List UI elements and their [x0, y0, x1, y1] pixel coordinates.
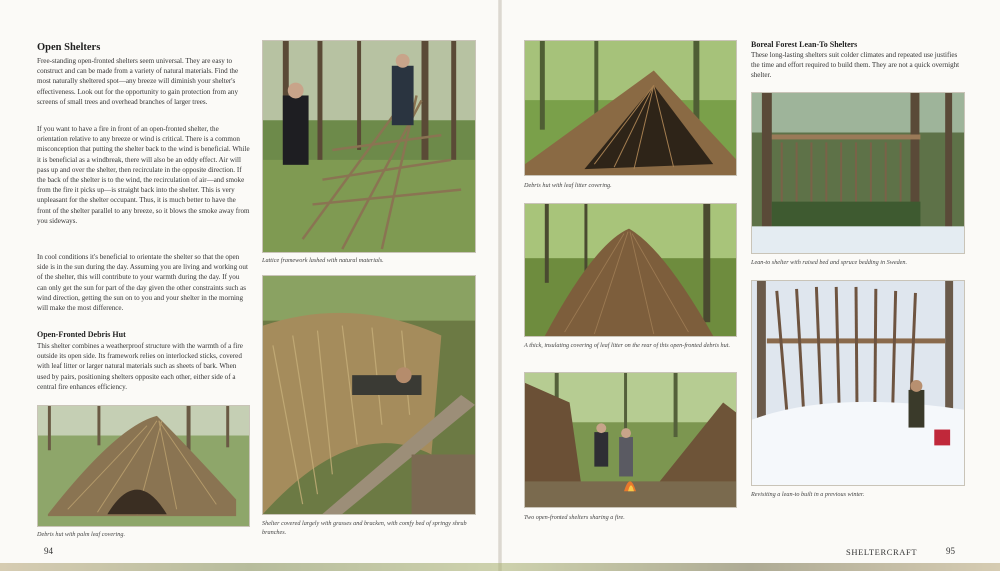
debris-hut-subheading: Open-Fronted Debris Hut — [37, 330, 126, 339]
paragraph-2: If you want to have a fire in front of an open-fronted shelter, the orientation relative to any breeze or wind is critical. There is a common misconception that putting the shelter back to the wind is beneficial. While it is beneficial as a windbreak, there will also be an eddy effect. Air will pass up and over the shelter, then recirculate in the opposite direction. If the back of the shelter is to the wind, the recirculation of air—and smoke from the fire it picks up—is straight back into the shelter. This is very unpleasant for the shelter occupant. Thus, it is much better to have the front of the shelter parallel to any breeze, so it blows the smoke away from you sideways. — [37, 125, 250, 225]
book-gutter — [498, 0, 502, 571]
page-number-left: 94 — [44, 546, 53, 556]
caption-grasses: Shelter covered largely with grasses and bracken, with comfy bed of springy shrub branches. — [262, 520, 467, 536]
photo-winter-lean-to — [751, 280, 965, 486]
photo-thick-covering-hut — [524, 203, 737, 337]
photo-sweden-lean-to — [751, 92, 965, 254]
photo-lattice-framework — [262, 40, 476, 253]
photo-two-shelters-fire — [524, 372, 737, 508]
caption-winter: Revisiting a lean-to built in a previous winter. — [751, 491, 865, 498]
caption-sweden: Lean-to shelter with raised bed and spruce bedding in Sweden. — [751, 259, 908, 266]
boreal-paragraph: These long-lasting shelters suit colder climates and repeated use justifies the time and effort required to build them. They are not a quick overnight shelter. — [751, 51, 960, 80]
caption-lattice: Lattice framework lashed with natural materials. — [262, 257, 384, 264]
page-edge-strip — [0, 563, 1000, 571]
photo-leaf-litter-hut — [524, 40, 737, 176]
caption-palm: Debris hut with palm leaf covering. — [37, 531, 125, 538]
debris-hut-paragraph: This shelter combines a weatherproof structure with the warmth of a fire outside its open side. Its framework relies on interlocked sticks, covered with leaf litter or larger natural materials such as sheets of bark. When used by pairs, positioning shelters opposite each other, either side of a central fire enhances efficiency. — [37, 342, 243, 391]
boreal-heading: Boreal Forest Lean-To Shelters — [751, 40, 858, 49]
photo-palm-debris-hut — [37, 405, 250, 527]
caption-two-shelters: Two open-fronted shelters sharing a fire. — [524, 514, 625, 521]
caption-leaf-litter: Debris hut with leaf litter covering. — [524, 182, 612, 189]
running-head: SHELTERCRAFT — [846, 547, 918, 557]
caption-thick: A thick, insulating covering of leaf litter on the rear of this open-fronted debris hut. — [524, 342, 730, 349]
section-heading: Open Shelters — [37, 42, 101, 53]
paragraph-3: In cool conditions it's beneficial to orientate the shelter so that the open side is in the sun during the day. Assuming you are living and working out of the shelter, this will contribute to your warmth during the day. If you can only get the sun for part of the day given the other constraints such as wind direction, getting the sun on to you and your shelter in the morning will make the most difference. — [37, 253, 248, 313]
paragraph-1: Free-standing open-fronted shelters seem universal. They are easy to construct and can be made from a variety of natural materials. Find the most naturally sheltered spot—any breeze will diminish your shelter's effectiveness. Look out for the opportunity to gain protection from any screens of small trees and overhead branches of larger trees. — [37, 57, 239, 106]
photo-grass-shelter — [262, 275, 476, 515]
page-number-right: 95 — [946, 546, 955, 556]
